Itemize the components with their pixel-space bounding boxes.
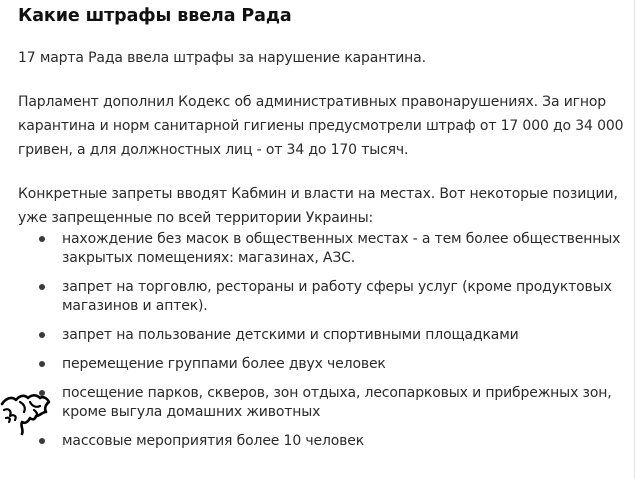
- list-item-text: посещение парков, скверов, зон отдыха, лесопарковых и прибрежных зон, кроме выгула домашних животных: [62, 385, 612, 420]
- restrictions-list: [18, 230, 624, 451]
- restrictions-paragraph: Конкретные запреты вводят Кабмин и власти на местах. Вот некоторые позиции, уже запрещенные по всей территории Украины:: [18, 186, 618, 226]
- list-item-text: перемещение группами более двух человек: [62, 356, 386, 372]
- list-item: [18, 355, 624, 374]
- intro-paragraph: 17 марта Рада ввела штрафы за нарушение карантина.: [18, 50, 426, 66]
- list-item: [18, 230, 624, 268]
- bullet-icon: [39, 332, 45, 338]
- article-heading: Какие штрафы ввела Рада: [18, 6, 292, 26]
- scribble-mark-icon: [0, 390, 52, 438]
- bullet-icon: [39, 361, 45, 367]
- bullet-icon: [39, 236, 45, 242]
- bullet-icon: [39, 438, 45, 444]
- list-item-text: запрет на пользование детскими и спортивными площадками: [62, 327, 519, 343]
- list-item: [18, 278, 624, 316]
- bullet-icon: [39, 284, 45, 290]
- list-item-text: массовые мероприятия более 10 человек: [62, 433, 365, 449]
- list-item: [18, 432, 624, 451]
- list-item-text: нахождение без масок в общественных местах - а тем более общественных закрытых помещениях: магазинах, АЗС.: [62, 231, 621, 266]
- article: [18, 5, 624, 451]
- list-item: [18, 326, 624, 345]
- list-item-text: запрет на торговлю, рестораны и работу сферы услуг (кроме продуктовых магазинов и аптек).: [62, 279, 612, 314]
- list-item: [18, 384, 624, 422]
- fines-paragraph: Парламент дополнил Кодекс об административных правонарушениях. За игнор карантина и норм санитарной гигиены предусмотрели штраф от 17 000 до 34 000 гривен, а для должностных лиц - от 34 до 170 тысяч.: [18, 94, 624, 158]
